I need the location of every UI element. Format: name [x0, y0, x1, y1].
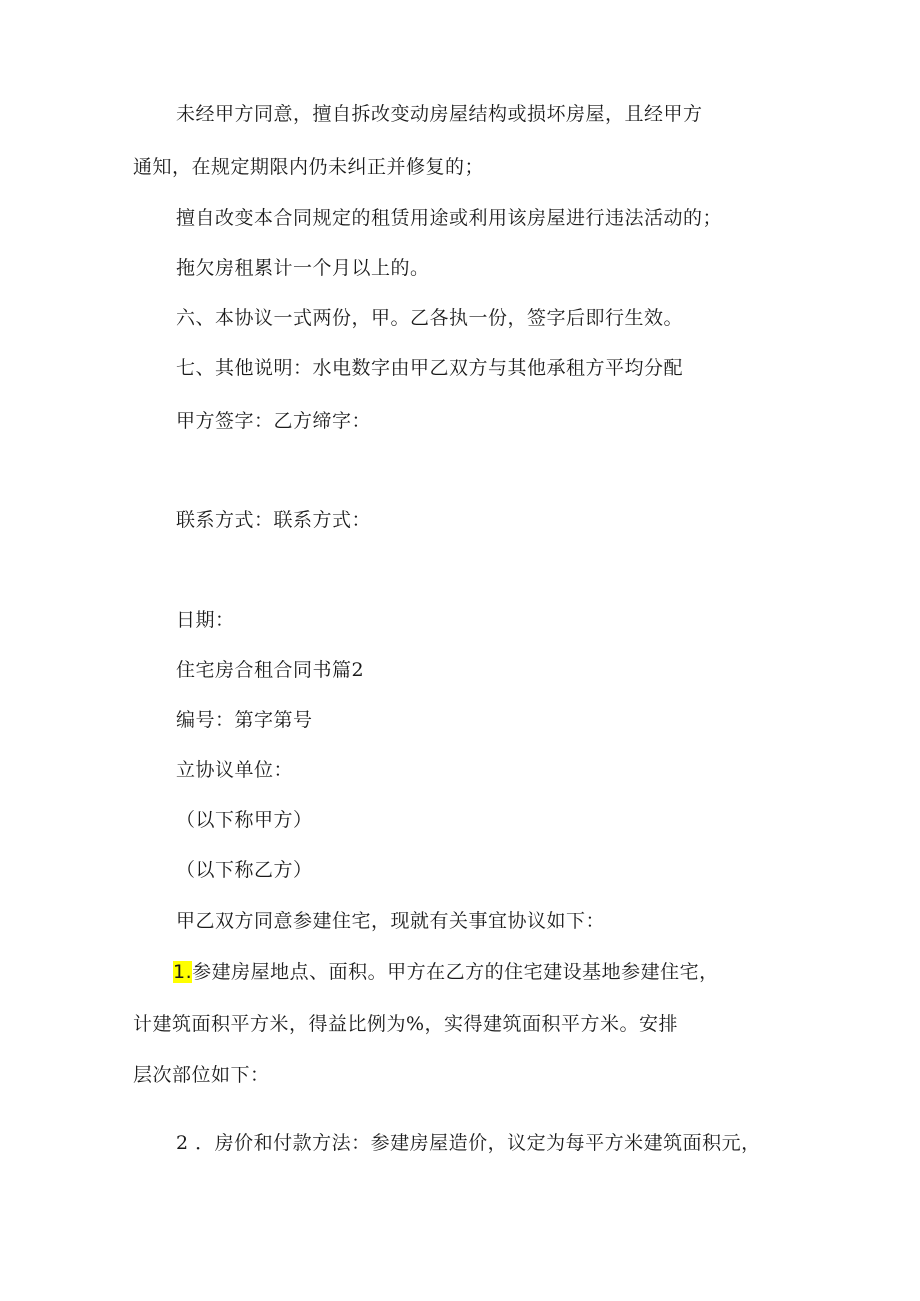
clause-seven: 七、其他说明：水电数字由甲乙双方与其他承租方平均分配	[176, 357, 684, 379]
paragraph-line: 拖欠房租累计一个月以上的。	[176, 257, 430, 279]
paragraph-line: 擅自改变本合同规定的租赁用途或利用该房屋进行违法活动的；	[176, 207, 723, 229]
agreement-intro: 甲乙双方同意参建住宅，现就有关事宜协议如下：	[176, 910, 606, 932]
party-b-label: （以下称乙方）	[176, 859, 313, 881]
clause-two-line: 2 ．房价和付款方法：参建房屋造价，议定为每平方米建筑面积元，	[176, 1132, 761, 1154]
paragraph-line: 计建筑面积平方米，得益比例为%，实得建筑面积平方米。安排	[133, 1013, 679, 1035]
item-number-highlight: 1.	[173, 961, 193, 983]
paragraph-line: 层次部位如下：	[133, 1064, 270, 1086]
section-title: 住宅房合租合同书篇2	[176, 659, 365, 681]
contract-number: 编号：第字第号	[176, 709, 313, 731]
clause-one-text: 参建房屋地点、面积。甲方在乙方的住宅建设基地参建住宅，	[192, 961, 719, 983]
signature-line: 甲方签字：乙方缔字：	[176, 410, 372, 432]
paragraph-line: 未经甲方同意，擅自拆改变动房屋结构或损坏房屋，且经甲方	[176, 103, 703, 125]
party-a-label: （以下称甲方）	[176, 809, 313, 831]
date-line: 日期：	[176, 609, 235, 631]
contact-line: 联系方式：联系方式：	[176, 509, 372, 531]
clause-six: 六、本协议一式两份，甲。乙各执一份，签字后即行生效。	[176, 307, 684, 329]
paragraph-line: 通知，在规定期限内仍未纠正并修复的；	[133, 156, 485, 178]
clause-one-line	[173, 960, 719, 984]
parties-label: 立协议单位：	[176, 759, 294, 781]
